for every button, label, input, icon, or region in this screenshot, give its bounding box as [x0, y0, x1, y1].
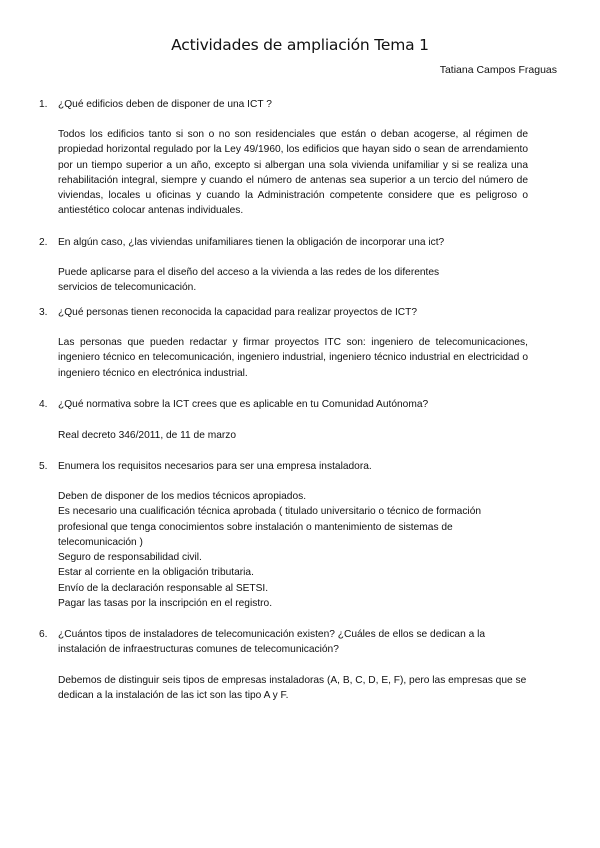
answer-text: Real decreto 346/2011, de 11 de marzo — [58, 430, 237, 441]
question-number: 6. — [39, 629, 48, 640]
question-number: 1. — [39, 99, 48, 110]
question-text: ¿Cuántos tipos de instaladores de telecomunicación existen? ¿Cuáles de ellos se dedican a la instalación de infraestructuras comunes de telecomunicación? — [58, 629, 485, 656]
question-number: 3. — [39, 307, 48, 318]
document-title: Actividades de ampliación Tema 1 — [171, 36, 429, 54]
answer-text: Debemos de distinguir seis tipos de empresas instaladoras (A, B, C, D, E, F), pero las empresas que se dedican a la instalación de las ict son las tipo A y F. — [58, 675, 527, 702]
requirement-item: Pagar las tasas por la inscripción en el registro. — [58, 598, 273, 610]
requirement-item: Estar al corriente en la obligación tributaria. — [58, 567, 254, 579]
question-text: Enumera los requisitos necesarios para ser una empresa instaladora. — [58, 461, 372, 472]
question-5 — [39, 459, 528, 474]
question-4 — [39, 397, 528, 412]
answer-1 — [58, 127, 528, 219]
question-text: ¿Qué edificios deben de disponer de una ICT ? — [58, 99, 272, 110]
question-2 — [39, 235, 528, 250]
answer-text: Todos los edificios tanto si son o no son residenciales que están o deban acogerse, al régimen de propiedad horizontal regulado por la Ley 49/1960, los edificios que hayan sido o sean de arrendamiento por un tiempo superior a un año, excepto si albergan una sola vivienda unifamiliar y si se realiza una rehabilitación integral, siempre y cuando el número de antenas sea superior a un tercio del número de viviendas, locales u oficinas y cuando la Administración competente considere que es peligroso o antiestético colocar antenas individuales. — [58, 129, 528, 217]
question-6 — [39, 627, 528, 657]
requirement-item: Es necesario una cualificación técnica aprobada ( titulado universitario o técnico de formación profesional que tenga conocimientos sobre instalación o mantenimiento de sistemas de telecomunicación ) — [58, 506, 482, 548]
question-3 — [39, 305, 528, 320]
answer-4 — [58, 428, 528, 443]
answer-3 — [58, 335, 528, 381]
question-number: 2. — [39, 237, 48, 248]
question-text: En algún caso, ¿las viviendas unifamiliares tienen la obligación de incorporar una ict? — [58, 237, 445, 248]
answer-5 — [58, 489, 498, 611]
question-text: ¿Qué personas tienen reconocida la capacidad para realizar proyectos de ICT? — [58, 307, 418, 318]
answer-6 — [58, 673, 528, 704]
requirement-item: Deben de disponer de los medios técnicos apropiados. — [58, 491, 307, 502]
requirement-item: Envío de la declaración responsable al SETSI. — [58, 582, 269, 594]
answer-text: Puede aplicarse para el diseño del acceso a la vivienda a las redes de los diferentes servicios de telecomunicación. — [58, 267, 440, 294]
answer-text: Las personas que pueden redactar y firmar proyectos ITC son: ingeniero de telecomunicaciones, ingeniero técnico en telecomunicación, ingeniero industrial, ingeniero técnico industrial en electricidad o ingeniero técnico en electrónica industrial. — [58, 337, 528, 379]
author-name: Tatiana Campos Fraguas — [439, 64, 557, 76]
question-text: ¿Qué normativa sobre la ICT crees que es aplicable en tu Comunidad Autónoma? — [58, 399, 429, 410]
question-number: 4. — [39, 399, 48, 410]
requirement-item: Seguro de responsabilidad civil. — [58, 552, 202, 564]
question-number: 5. — [39, 461, 48, 472]
answer-2 — [58, 265, 468, 296]
question-1 — [39, 97, 528, 112]
